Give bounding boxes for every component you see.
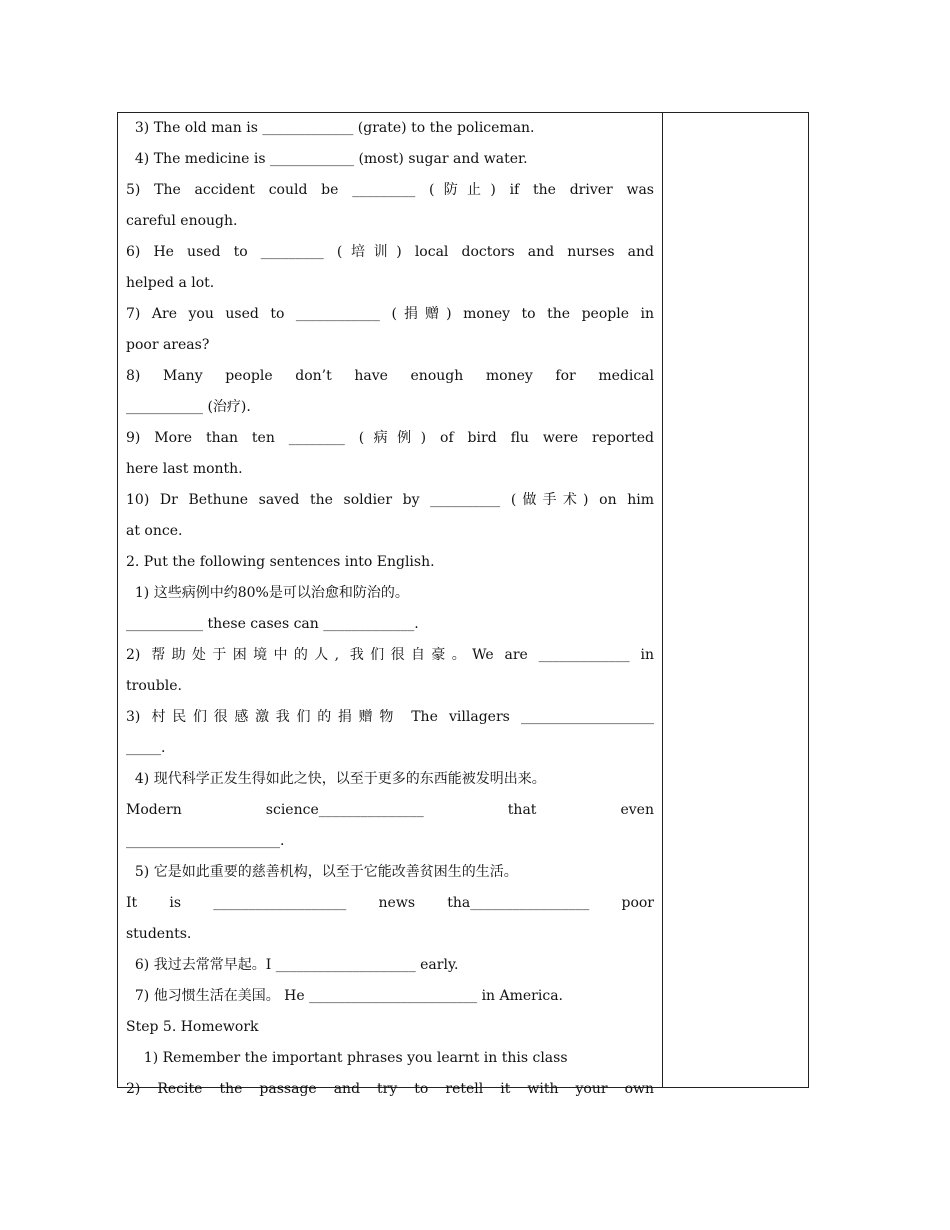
homework-line: 1) Remember the important phrases you learnt in this class: [126, 1050, 568, 1066]
exercise-line: 10) Dr Bethune saved the soldier by __________ (做手术) on him: [126, 492, 654, 508]
translation-line: 5) 它是如此重要的慈善机构，以至于它能改善贫困生的生活。: [126, 864, 518, 880]
translation-line: trouble.: [126, 678, 182, 694]
translation-line: 3) 村民们很感激我们的捐赠物 The villagers ___________________: [126, 709, 654, 725]
exercise-line: here last month.: [126, 461, 243, 477]
exercise-line: careful enough.: [126, 213, 238, 229]
lesson-content-cell: [126, 113, 654, 1097]
exercise-line: poor areas?: [126, 337, 210, 353]
exercise-line: 8) Many people don’t have enough money for medical: [126, 368, 654, 384]
column-divider: [662, 113, 663, 1087]
translation-line: students.: [126, 926, 192, 942]
exercise-line: 4) The medicine is ____________ (most) sugar and water.: [126, 151, 528, 167]
section-heading: Step 5. Homework: [126, 1019, 259, 1035]
exercise-line: 6) He used to _________ (培训) local doctors and nurses and: [126, 244, 654, 260]
translation-line: ______________________.: [126, 833, 285, 849]
exercise-line: 3) The old man is _____________ (grate) to the policeman.: [126, 120, 535, 136]
exercise-line: helped a lot.: [126, 275, 215, 291]
homework-line: 2) Recite the passage and try to retell it with your own: [126, 1081, 654, 1097]
translation-line: ___________ these cases can _____________.: [126, 616, 419, 632]
section-heading: 2. Put the following sentences into English.: [126, 554, 435, 570]
lesson-table: [117, 112, 809, 1097]
translation-line: It is ___________________ news tha_________________ poor: [126, 895, 654, 911]
exercise-line: at once.: [126, 523, 183, 539]
translation-line: 6) 我过去常常早起。I ____________________ early.: [126, 957, 459, 973]
translation-line: 4) 现代科学正发生得如此之快，以至于更多的东西能被发明出来。: [126, 771, 546, 787]
translation-line: 7) 他习惯生活在美国。 He ________________________ in America.: [126, 988, 563, 1004]
translation-line: Modern science_______________ that even: [126, 802, 654, 818]
translation-line: _____.: [126, 740, 166, 756]
translation-line: 2) 帮助处于困境中的人, 我们很自豪。We are _____________ in: [126, 647, 654, 663]
exercise-line: 7) Are you used to ____________ (捐赠) money to the people in: [126, 306, 654, 322]
translation-line: 1) 这些病例中约80%是可以治愈和防治的。: [126, 585, 409, 601]
exercise-line: ___________ (治疗).: [126, 399, 251, 415]
exercise-line: 9) More than ten ________ (病例) of bird flu were reported: [126, 430, 654, 446]
exercise-line: 5) The accident could be _________ (防止) if the driver was: [126, 182, 654, 198]
